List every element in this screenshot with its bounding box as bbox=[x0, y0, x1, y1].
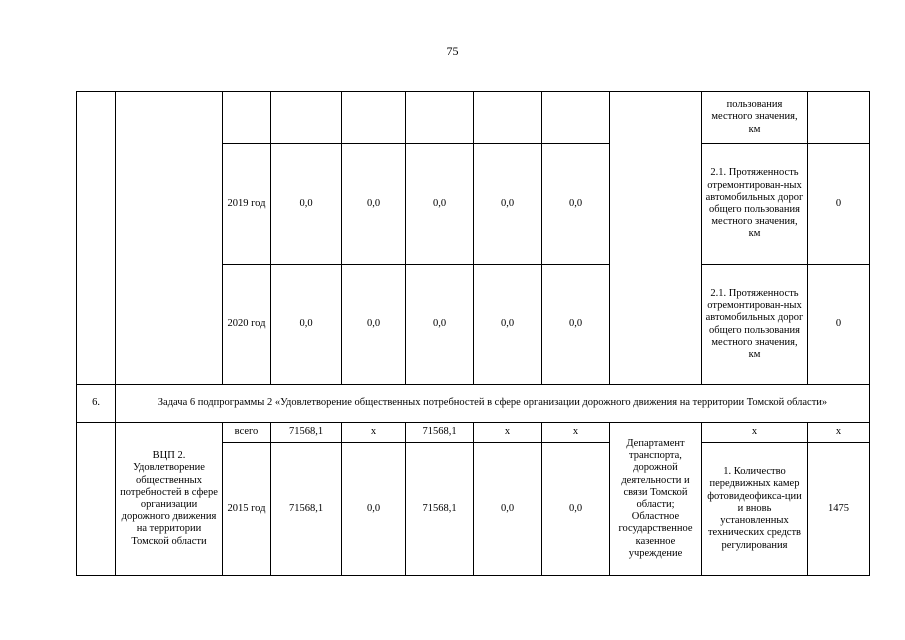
task-title-cell: Задача 6 подпрограммы 2 «Удовлетворение общественных потребностей в сфере организации дорожного движения на территории Томской области» bbox=[116, 385, 870, 423]
value-cell: 0,0 bbox=[342, 265, 406, 385]
value-cell: 0,0 bbox=[542, 443, 610, 576]
value-cell: 0,0 bbox=[406, 144, 474, 265]
value-cell: 71568,1 bbox=[406, 443, 474, 576]
value-cell: 0,0 bbox=[474, 265, 542, 385]
page-number: 75 bbox=[446, 44, 459, 58]
value-cell: 0,0 bbox=[542, 265, 610, 385]
value-cell bbox=[406, 92, 474, 144]
value-cell: 0,0 bbox=[474, 443, 542, 576]
year-cell: 2020 год bbox=[223, 265, 271, 385]
vcp-name-cell: ВЦП 2. Удовлетворение общественных потребностей в сфере организации дорожного движения на территории Томской области bbox=[116, 423, 223, 576]
value-cell bbox=[271, 92, 342, 144]
value-cell bbox=[542, 92, 610, 144]
value-cell: x bbox=[342, 423, 406, 443]
year-cell: 2015 год bbox=[223, 443, 271, 576]
value-cell: 0,0 bbox=[542, 144, 610, 265]
indicator-cell: пользования местного значения, км bbox=[702, 92, 808, 144]
year-cell: 2019 год bbox=[223, 144, 271, 265]
indicator-cell: 1. Количество передвижных камер фотовидеофикса-ции и вновь установленных технических средств регулирования bbox=[702, 443, 808, 576]
target-cell: 0 bbox=[808, 265, 870, 385]
value-cell bbox=[474, 92, 542, 144]
value-cell: 0,0 bbox=[474, 144, 542, 265]
value-cell: 0,0 bbox=[271, 144, 342, 265]
indicator-cell: 2.1. Протяженность отремонтирован-ных автомобильных дорог общего пользования местного значения, км bbox=[702, 265, 808, 385]
value-cell: x bbox=[542, 423, 610, 443]
value-cell: x bbox=[474, 423, 542, 443]
value-cell: 0,0 bbox=[342, 443, 406, 576]
year-cell: всего bbox=[223, 423, 271, 443]
executor-cell: Департамент транспорта, дорожной деятельности и связи Томской области; Областное государственное казенное учреждение bbox=[610, 423, 702, 576]
target-cell: x bbox=[808, 423, 870, 443]
value-cell: 0,0 bbox=[406, 265, 474, 385]
executor-cell bbox=[610, 92, 702, 385]
table-row bbox=[77, 385, 870, 423]
year-cell bbox=[223, 92, 271, 144]
value-cell: 71568,1 bbox=[406, 423, 474, 443]
target-cell bbox=[808, 92, 870, 144]
indicator-cell: 2.1. Протяженность отремонтирован-ных автомобильных дорог общего пользования местного значения, км bbox=[702, 144, 808, 265]
target-cell: 1475 bbox=[808, 443, 870, 576]
table-row bbox=[77, 92, 870, 144]
value-cell: 0,0 bbox=[271, 265, 342, 385]
name-cell bbox=[116, 92, 223, 385]
row-number-cell bbox=[77, 423, 116, 576]
task-number-cell: 6. bbox=[77, 385, 116, 423]
value-cell bbox=[342, 92, 406, 144]
program-table bbox=[76, 91, 870, 576]
value-cell: 0,0 bbox=[342, 144, 406, 265]
row-number-cell bbox=[77, 92, 116, 385]
target-cell: 0 bbox=[808, 144, 870, 265]
value-cell: 71568,1 bbox=[271, 443, 342, 576]
indicator-cell: x bbox=[702, 423, 808, 443]
value-cell: 71568,1 bbox=[271, 423, 342, 443]
table-row bbox=[77, 423, 870, 443]
